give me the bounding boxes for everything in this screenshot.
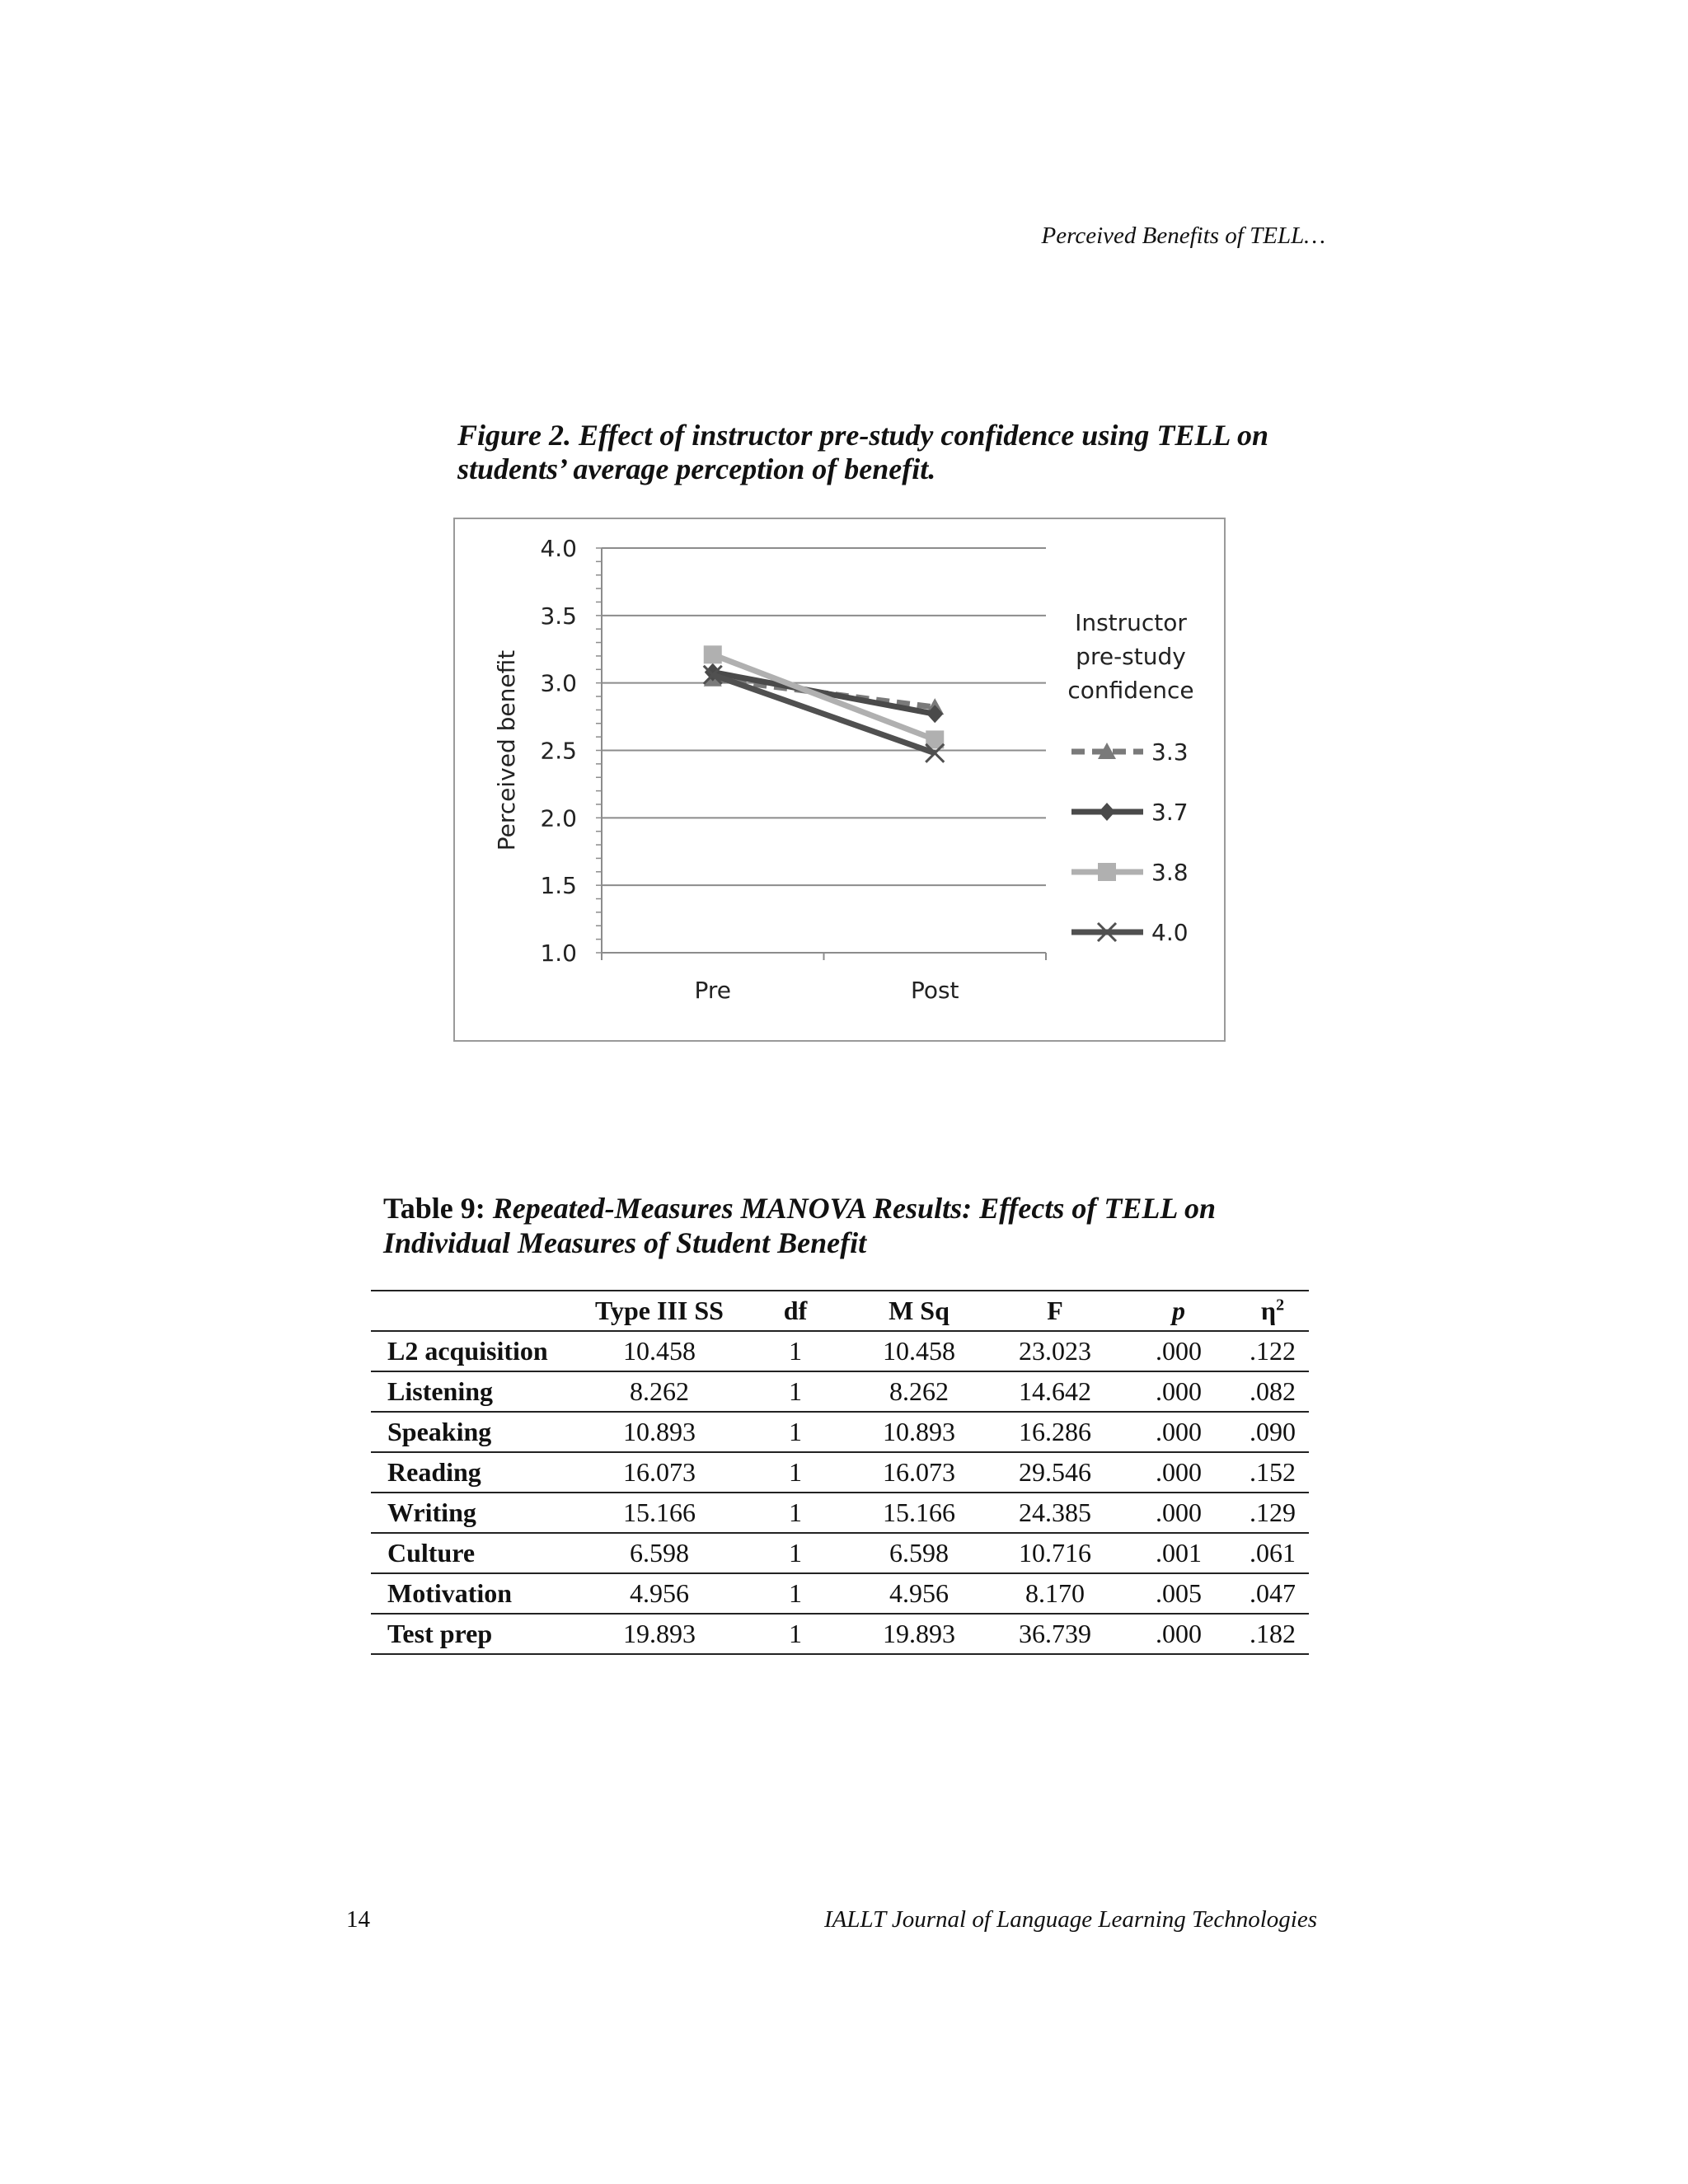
table-cell: 10.458 <box>849 1331 989 1371</box>
table-header-row <box>371 1291 1309 1331</box>
table-cell: .000 <box>1121 1331 1236 1371</box>
table-cell: 23.023 <box>989 1331 1121 1371</box>
y-tick-label: 4.0 <box>540 535 577 562</box>
table-row <box>371 1493 1309 1533</box>
table-row <box>371 1573 1309 1614</box>
table-cell: 16.286 <box>989 1412 1121 1452</box>
table-row <box>371 1533 1309 1573</box>
y-tick-label: 3.0 <box>540 669 577 697</box>
table-cell: 10.893 <box>577 1412 742 1452</box>
row-label: Test prep <box>371 1614 577 1654</box>
eta-superscript: 2 <box>1276 1296 1285 1315</box>
table-cell: .152 <box>1236 1452 1309 1493</box>
row-label: Listening <box>371 1371 577 1412</box>
row-label: Reading <box>371 1452 577 1493</box>
table-cell: 6.598 <box>577 1533 742 1573</box>
table-row <box>371 1412 1309 1452</box>
legend-title: Instructor <box>1075 609 1187 636</box>
legend-marker-3.7 <box>1099 803 1115 821</box>
table-cell: 14.642 <box>989 1371 1121 1412</box>
table-cell: .001 <box>1121 1533 1236 1573</box>
table-cell: 16.073 <box>577 1452 742 1493</box>
series-line-3.7 <box>713 673 935 715</box>
table-cell: 1 <box>742 1493 849 1533</box>
table-cell: 15.166 <box>849 1493 989 1533</box>
table-cell: .061 <box>1236 1533 1309 1573</box>
table-cell: 15.166 <box>577 1493 742 1533</box>
manova-table <box>371 1290 1309 1655</box>
y-tick-label: 1.5 <box>540 872 577 900</box>
table-cell: 16.073 <box>849 1452 989 1493</box>
legend-label: 3.3 <box>1151 738 1189 766</box>
row-label: Motivation <box>371 1573 577 1614</box>
y-tick-label: 2.5 <box>540 737 577 765</box>
line-chart <box>453 518 1226 1042</box>
table-cell: 19.893 <box>577 1614 742 1654</box>
table-row <box>371 1452 1309 1493</box>
table-cell: .047 <box>1236 1573 1309 1614</box>
table-cell: 1 <box>742 1452 849 1493</box>
series-line-4.0 <box>713 675 935 753</box>
table-cell: .000 <box>1121 1452 1236 1493</box>
y-tick-label: 2.0 <box>540 804 577 832</box>
figure-caption-line-1: Figure 2. Effect of instructor pre-study confidence using TELL on <box>457 419 1269 452</box>
table-body <box>371 1331 1309 1654</box>
figure-caption <box>457 419 1364 486</box>
row-label: L2 acquisition <box>371 1331 577 1371</box>
table-row <box>371 1371 1309 1412</box>
table-cell: 1 <box>742 1412 849 1452</box>
header-f: F <box>989 1291 1121 1331</box>
legend-label: 3.8 <box>1151 859 1189 886</box>
table-cell: .129 <box>1236 1493 1309 1533</box>
running-head: Perceived Benefits of TELL… <box>1041 223 1325 249</box>
legend-label: 4.0 <box>1151 919 1189 946</box>
legend-marker-3.8 <box>1098 863 1116 881</box>
table-cell: .000 <box>1121 1614 1236 1654</box>
table-cell: 4.956 <box>577 1573 742 1614</box>
table-cell: 1 <box>742 1371 849 1412</box>
table-cell: .090 <box>1236 1412 1309 1452</box>
figure-caption-line-2: students’ average perception of benefit. <box>457 452 936 485</box>
table-title-line-2: Individual Measures of Student Benefit <box>383 1226 867 1259</box>
table-cell: .000 <box>1121 1371 1236 1412</box>
table-cell: 10.893 <box>849 1412 989 1452</box>
journal-name: IALLT Journal of Language Learning Technologies <box>824 1906 1317 1933</box>
legend-label: 3.7 <box>1151 799 1189 826</box>
table-cell: 4.956 <box>849 1573 989 1614</box>
table-cell: .005 <box>1121 1573 1236 1614</box>
legend-title: confidence <box>1067 677 1194 704</box>
header-type-iii-ss: Type III SS <box>577 1291 742 1331</box>
row-label: Writing <box>371 1493 577 1533</box>
table-row <box>371 1614 1309 1654</box>
y-tick-label: 3.5 <box>540 602 577 630</box>
table-cell: .000 <box>1121 1493 1236 1533</box>
table-cell: 29.546 <box>989 1452 1121 1493</box>
chart-svg <box>455 519 1227 1043</box>
table-cell: 1 <box>742 1573 849 1614</box>
table-cell: 1 <box>742 1614 849 1654</box>
table-cell: 19.893 <box>849 1614 989 1654</box>
table-cell: .000 <box>1121 1412 1236 1452</box>
table-cell: 6.598 <box>849 1533 989 1573</box>
table-cell: 8.170 <box>989 1573 1121 1614</box>
table-cell: 10.716 <box>989 1533 1121 1573</box>
header-m-sq: M Sq <box>849 1291 989 1331</box>
header-df: df <box>742 1291 849 1331</box>
table-cell: .182 <box>1236 1614 1309 1654</box>
header-eta-squared <box>1236 1291 1309 1331</box>
table-cell: .082 <box>1236 1371 1309 1412</box>
row-label: Speaking <box>371 1412 577 1452</box>
table-cell: 8.262 <box>849 1371 989 1412</box>
table-cell: 24.385 <box>989 1493 1121 1533</box>
table-label: Table 9: <box>383 1192 485 1225</box>
table-cell: 36.739 <box>989 1614 1121 1654</box>
header-p: p <box>1121 1291 1236 1331</box>
table-cell: 1 <box>742 1533 849 1573</box>
table-cell: 1 <box>742 1331 849 1371</box>
table-cell: 10.458 <box>577 1331 742 1371</box>
table-title-line-1: Repeated-Measures MANOVA Results: Effects of TELL on <box>492 1192 1217 1225</box>
x-tick-label: Post <box>910 977 959 1004</box>
table-cell: 8.262 <box>577 1371 742 1412</box>
series-line-3.8 <box>713 654 935 739</box>
table-cell: .122 <box>1236 1331 1309 1371</box>
header-blank <box>371 1291 577 1331</box>
table-row <box>371 1331 1309 1371</box>
row-label: Culture <box>371 1533 577 1573</box>
y-tick-label: 1.0 <box>540 940 577 967</box>
eta-symbol: η <box>1260 1296 1277 1325</box>
y-axis-label: Perceived benefit <box>493 649 520 851</box>
series-point-3.8 <box>704 645 722 663</box>
legend-title: pre-study <box>1076 643 1186 670</box>
page-number: 14 <box>346 1906 370 1933</box>
x-tick-label: Pre <box>694 977 732 1004</box>
table-caption <box>383 1191 1331 1260</box>
